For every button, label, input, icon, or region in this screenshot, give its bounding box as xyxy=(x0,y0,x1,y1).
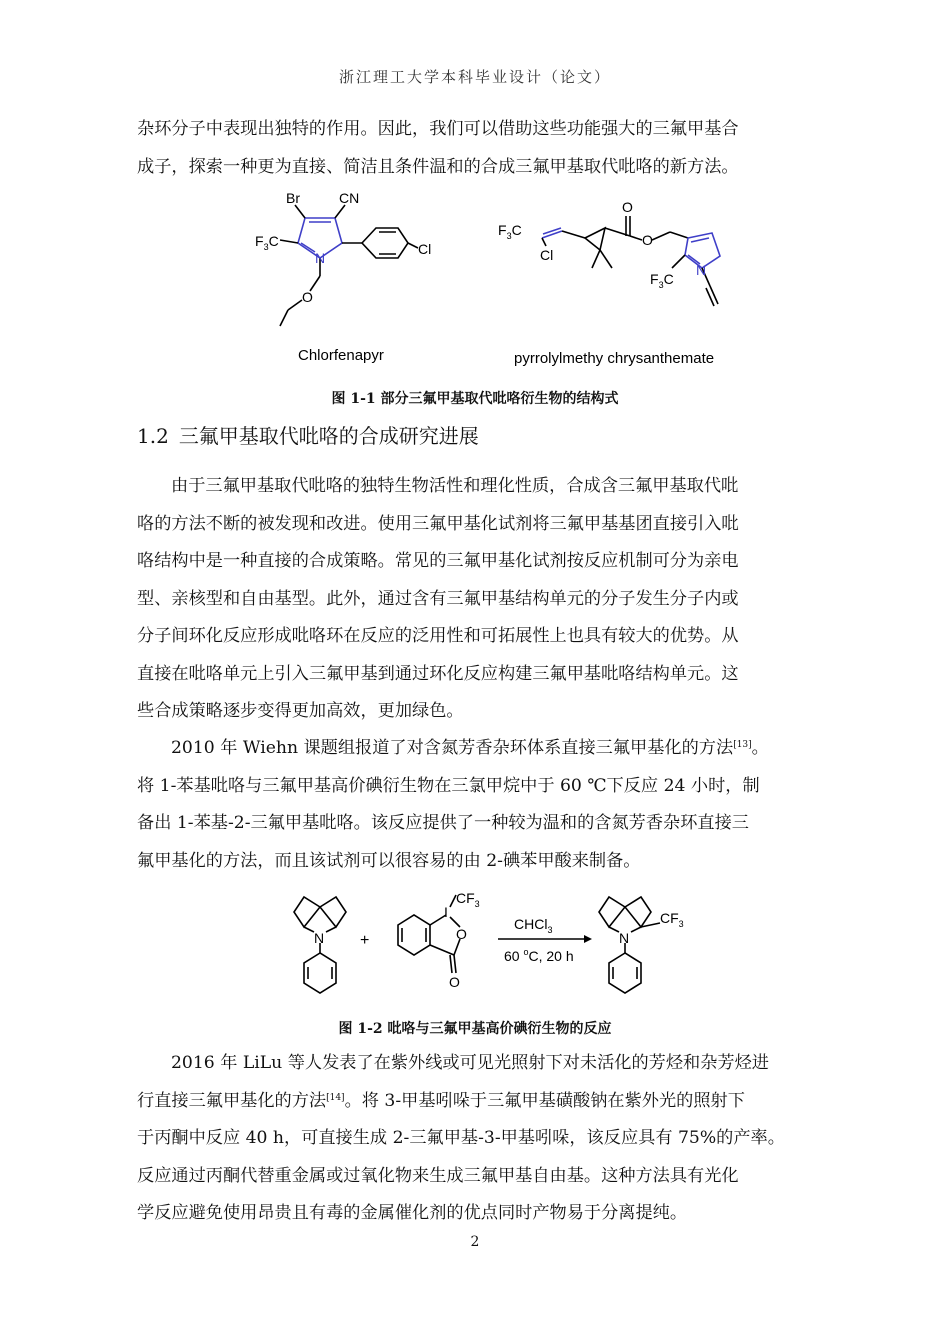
atom-label-f3c: $F_3C$ xyxy=(498,222,522,241)
citation-ref: [13] xyxy=(733,740,752,750)
paragraph-lilu xyxy=(137,1045,817,1233)
figure-1-2-reaction-scheme xyxy=(290,885,710,1005)
atom-label-o: O xyxy=(302,289,313,305)
paragraph-synthesis-overview xyxy=(137,468,817,731)
atom-label-i: I xyxy=(444,904,448,920)
text-line: 些合成策略逐步变得更加高效，更加绿色。 xyxy=(137,701,464,721)
atom-label-o-ester: O xyxy=(642,232,653,248)
atom-label-f3c: $F_3C$ xyxy=(255,233,279,252)
page-header: 浙江理工大学本科毕业设计（论文） xyxy=(338,68,611,86)
reaction-conditions: 60 $^o$C, 20 h xyxy=(504,947,574,964)
citation-ref: [14] xyxy=(326,1092,345,1103)
text-line: 由于三氟甲基取代吡咯的独特生物活性和理化性质，合成含三氟甲基取代吡 xyxy=(171,476,739,496)
atom-label-cl: Cl xyxy=(418,241,432,257)
paragraph-intro xyxy=(137,111,817,186)
atom-label-n: N xyxy=(619,930,630,946)
section-heading xyxy=(137,420,489,449)
text-line: 反应通过丙酮代替重金属或过氧化物来生成三氟甲基自由基。这种方法具有光化 xyxy=(137,1165,739,1186)
page-number: 2 xyxy=(470,1234,480,1250)
compound-name-chrysanthemate: pyrrolylmethy chrysanthemate xyxy=(514,350,715,367)
atom-label-f3c: $F_3C$ xyxy=(650,271,674,290)
reaction-solvent: CHCl$_3$ xyxy=(514,916,553,935)
atom-label-o-ring: O xyxy=(456,926,467,942)
text-line: 成子，探索一种更为直接、简洁且条件温和的合成三氟甲基取代吡咯的新方法。 xyxy=(137,156,739,177)
atom-label-o-carbonyl: O xyxy=(449,974,460,990)
reaction-arrowhead xyxy=(584,935,592,943)
text-line: 学反应避免使用昂贵且有毒的金属催化剂的优点同时产物易于分离提纯。 xyxy=(137,1203,688,1223)
atom-label-n: N xyxy=(314,930,325,946)
atom-label-n: N xyxy=(696,262,707,278)
paragraph-wiehn xyxy=(137,730,817,880)
atom-label-cn: CN xyxy=(339,190,360,206)
text-line: 2016 年 LiLu 等人发表了在紫外线或可见光照射下对未活化的芳烃和杂芳烃进 xyxy=(171,1053,769,1073)
section-title: 三氟甲基取代吡咯的合成研究进展 xyxy=(178,424,479,448)
section-number: 1.2 xyxy=(137,424,169,448)
text-line: 咯结构中是一种直接的合成策略。常见的三氟甲基化试剂按反应机制可分为亲电 xyxy=(137,551,739,571)
chrysanthemate-structure xyxy=(542,216,720,306)
atom-label-cf3: $CF_3$ xyxy=(456,890,480,909)
compound-name-chlorfenapyr: Chlorfenapyr xyxy=(298,347,384,364)
text-line: 分子间环化反应形成吡咯环在反应的泛用性和可拓展性上也具有较大的优势。从 xyxy=(137,626,739,646)
text-line: 行直接三氟甲基化的方法[14]。将 3-甲基吲哚于三氟甲基磺酸钠在紫外光的照射下 xyxy=(137,1090,745,1111)
text-line: 杂环分子中表现出独特的作用。因此，我们可以借助这些功能强大的三氟甲基合 xyxy=(137,119,739,139)
text-line: 直接在吡咯单元上引入三氟甲基到通过环化反应构建三氟甲基吡咯结构单元。这 xyxy=(137,663,739,684)
text-line: 将 1-苯基吡咯与三氟甲基高价碘衍生物在三氯甲烷中于 60 ℃下反应 24 小时，制 xyxy=(137,775,760,796)
text-line: 氟甲基化的方法，而且该试剂可以很容易的由 2-碘苯甲酸来制备。 xyxy=(137,850,641,871)
figure-1-2-caption: 图 1-2 吡咯与三氟甲基高价碘衍生物的反应 xyxy=(338,1021,612,1037)
atom-label-cl: Cl xyxy=(540,247,554,263)
figure-1-1-caption: 图 1-1 部分三氟甲基取代吡咯衍生物的结构式 xyxy=(331,391,619,407)
text-line: 2010 年 Wiehn 课题组报道了对含氮芳香杂环体系直接三氟甲基化的方法[13]。 xyxy=(171,738,769,758)
product-cf3-pyrrole xyxy=(599,897,660,993)
text-line: 型、亲核型和自由基型。此外，通过含有三氟甲基结构单元的分子发生分子内或 xyxy=(137,588,739,609)
text-line: 咯的方法不断的被发现和改进。使用三氟甲基化试剂将三氟甲基基团直接引入吡 xyxy=(137,513,739,534)
atom-label-n: N xyxy=(315,250,326,266)
atom-label-cf3: $CF_3$ xyxy=(660,910,684,929)
atom-label-br: Br xyxy=(286,190,300,206)
reagent-togni xyxy=(398,895,460,973)
chlorfenapyr-structure xyxy=(280,205,418,326)
text-line: 备出 1-苯基-2-三氟甲基吡咯。该反应提供了一种较为温和的含氮芳香杂环直接三 xyxy=(137,813,749,833)
figure-1-1-structures xyxy=(240,188,740,378)
atom-label-o-carbonyl: O xyxy=(622,199,633,215)
plus-sign: + xyxy=(360,932,370,949)
text-line: 于丙酮中反应 40 h，可直接生成 2-三氟甲基-3-甲基吲哚，该反应具有 75%的产率。 xyxy=(137,1128,785,1148)
